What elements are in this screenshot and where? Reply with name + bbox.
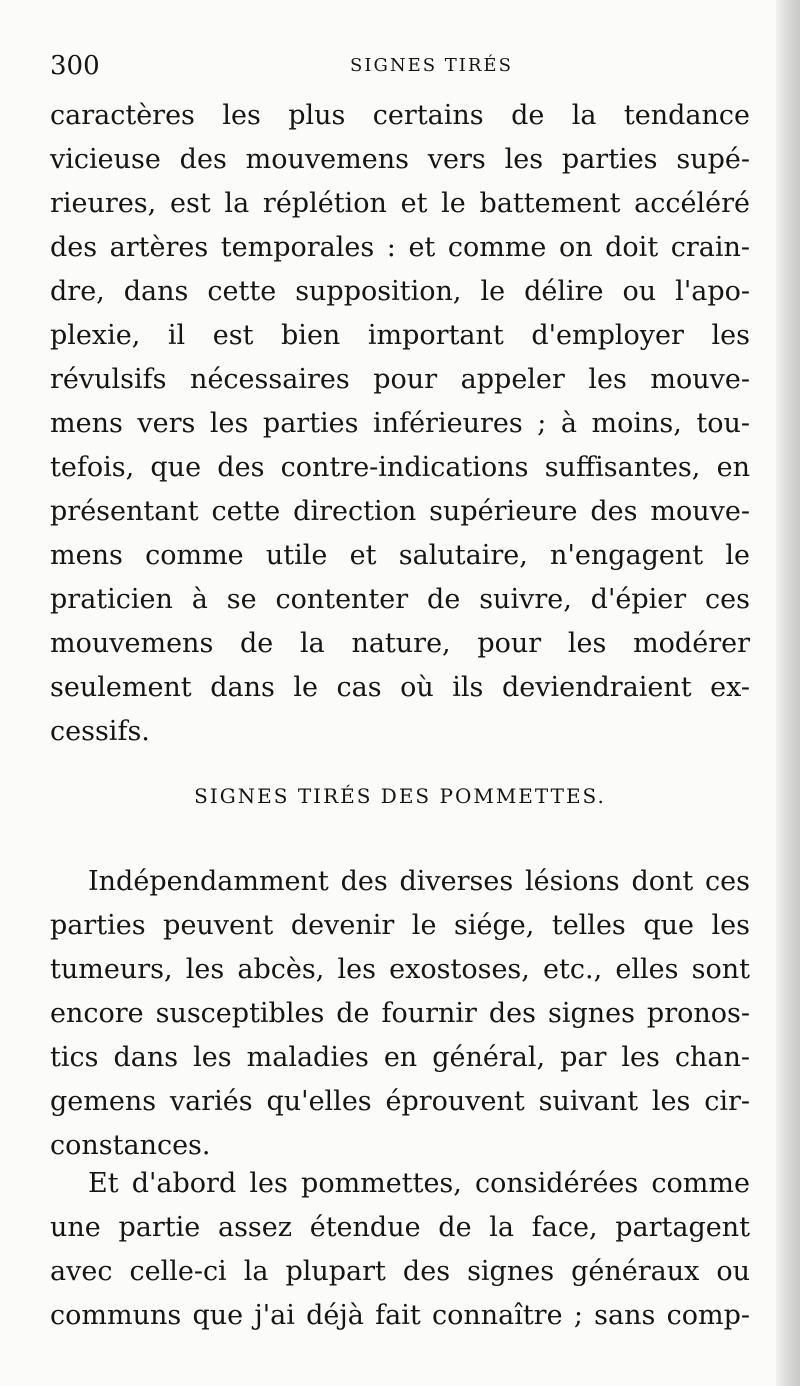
text-line: des artères temporales : et comme on doit crain- [50, 232, 750, 263]
text-line: tics dans les maladies en général, par les chan- [50, 1042, 750, 1073]
text-line: communs que j'ai déjà fait connaître ; sans comp- [50, 1300, 750, 1331]
text-line: vicieuse des mouvemens vers les parties supé- [50, 144, 750, 175]
text-line: mens comme utile et salutaire, n'engagent le [50, 540, 750, 571]
text-line: caractères les plus certains de la tendance [50, 100, 750, 131]
text-line: praticien à se contenter de suivre, d'épier ces [50, 584, 750, 615]
text-line: rieures, est la réplétion et le battement accéléré [50, 188, 750, 219]
text-line: Indépendamment des diverses lésions dont ces [88, 866, 750, 897]
section-heading: SIGNES TIRÉS DES POMMETTES. [194, 784, 606, 808]
page-number: 300 [50, 51, 100, 81]
text-line: plexie, il est bien important d'employer les [50, 320, 750, 351]
text-line: avec celle-ci la plupart des signes généraux ou [50, 1256, 750, 1287]
page-header [50, 48, 750, 84]
text-line: Et d'abord les pommettes, considérées comme [88, 1168, 750, 1199]
text-line: présentant cette direction supérieure des mouve- [50, 496, 750, 527]
page-edge-shadow [776, 0, 800, 1386]
text-line: mouvemens de la nature, pour les modérer [50, 628, 750, 659]
paragraph-3 [50, 1162, 750, 1338]
text-line: cessifs. [50, 716, 150, 747]
text-line: révulsifs nécessaires pour appeler les mouve- [50, 364, 750, 395]
text-line: encore susceptibles de fournir des signes pronos- [50, 998, 750, 1029]
text-line: dre, dans cette supposition, le délire ou l'apo- [50, 276, 750, 307]
text-line: seulement dans le cas où ils deviendraient ex- [50, 672, 750, 703]
text-line: mens vers les parties inférieures ; à moins, tou- [50, 408, 750, 439]
text-line: tumeurs, les abcès, les exostoses, etc., elles sont [50, 954, 750, 985]
text-line: constances. [50, 1130, 211, 1161]
text-line: parties peuvent devenir le siége, telles que les [50, 910, 750, 941]
paragraph-1 [50, 94, 750, 754]
running-title: SIGNES TIRÉS [350, 55, 513, 76]
paragraph-2 [50, 860, 750, 1168]
text-line: gemens variés qu'elles éprouvent suivant les cir- [50, 1086, 750, 1117]
text-line: une partie assez étendue de la face, partagent [50, 1212, 750, 1243]
text-line: tefois, que des contre-indications suffisantes, en [50, 452, 750, 483]
